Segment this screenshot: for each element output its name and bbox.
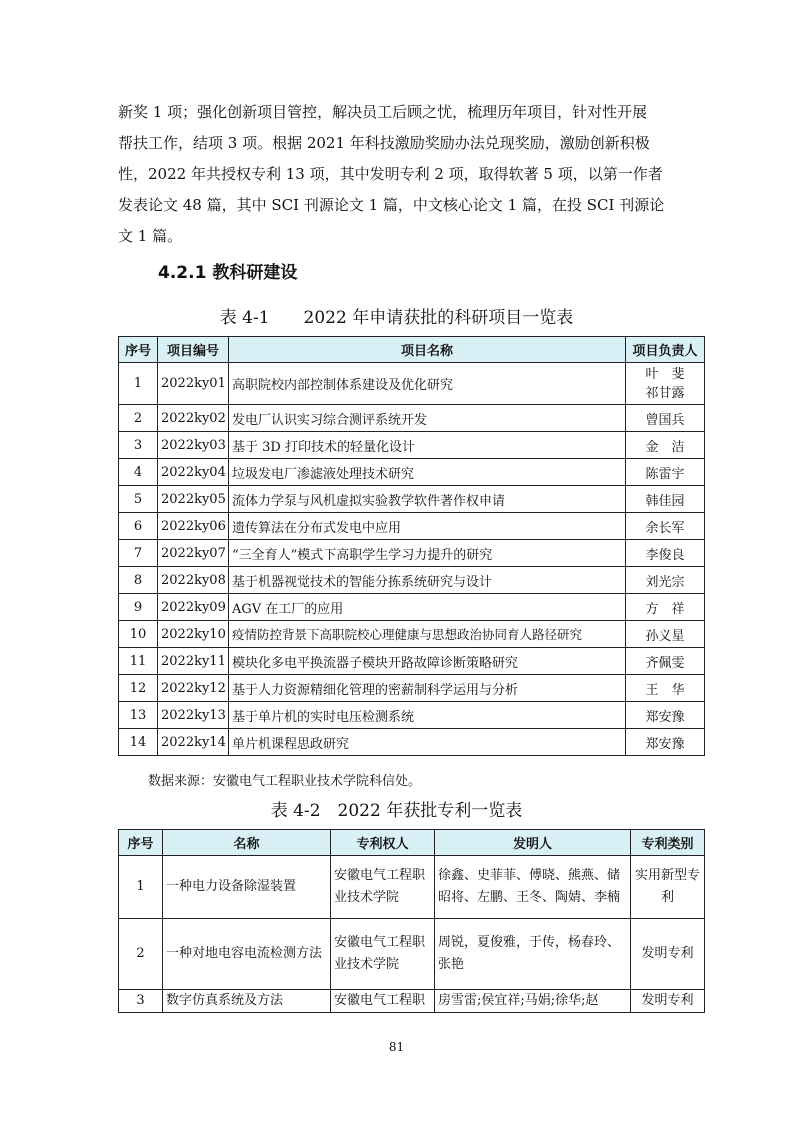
- cell-no: 6: [119, 513, 158, 540]
- table-row: [119, 459, 705, 486]
- cell-leader: 王 华: [626, 675, 705, 702]
- cell-code: 2022ky07: [158, 540, 229, 567]
- paragraph-line: 文 1 篇。: [118, 227, 183, 245]
- paragraph-line: 新奖 1 项；强化创新项目管控，解决员工后顾之忧，梳理历年项目，针对性开展: [118, 103, 648, 121]
- cell-leader: 齐佩雯: [626, 648, 705, 675]
- leader-line: 叶 斐: [645, 366, 685, 382]
- cell-no: 7: [119, 540, 158, 567]
- cell-name: 遗传算法在分布式发电中应用: [229, 513, 626, 540]
- cell-no: 2: [119, 405, 158, 432]
- table-row: [119, 540, 705, 567]
- cell-name: 模块化多电平换流器子模块开路故障诊断策略研究: [229, 648, 626, 675]
- paragraph-line: 发表论文 48 篇，其中 SCI 刊源论文 1 篇，中文核心论文 1 篇，在投 SCI 刊源论: [118, 196, 665, 214]
- col-header-type: 专利类别: [631, 830, 705, 856]
- cell-no: 3: [119, 990, 163, 1013]
- cell-name: 一种对地电容电流检测方法: [163, 919, 331, 990]
- cell-code: 2022ky06: [158, 513, 229, 540]
- cell-no: 3: [119, 432, 158, 459]
- cell-name: 基于人力资源精细化管理的密薪制科学运用与分析: [229, 675, 626, 702]
- cell-name: 基于单片机的实时电压检测系统: [229, 702, 626, 729]
- cell-type: 发明专利: [631, 990, 705, 1013]
- cell-code: 2022ky01: [158, 363, 229, 405]
- table-row: [119, 990, 705, 1013]
- cell-owner: 安徽电气工程职: [331, 990, 435, 1013]
- cell-inventors: 房雪雷;侯宜祥;马娟;徐华;赵: [435, 990, 631, 1013]
- table-row: [119, 363, 705, 405]
- cell-leader: 韩佳园: [626, 486, 705, 513]
- cell-no: 5: [119, 486, 158, 513]
- cell-no: 9: [119, 594, 158, 621]
- table-row: [119, 729, 705, 756]
- cell-type: 实用新型专利: [631, 856, 705, 919]
- table-row: [119, 675, 705, 702]
- paragraph-line: 帮扶工作，结项 3 项。根据 2021 年科技激励奖励办法兑现奖励，激励创新积极: [118, 134, 650, 152]
- page-number: 81: [388, 1040, 405, 1054]
- patents-table: [118, 829, 705, 1013]
- col-header-inventors: 发明人: [435, 830, 631, 856]
- table-row: [119, 486, 705, 513]
- cell-code: 2022ky12: [158, 675, 229, 702]
- cell-code: 2022ky11: [158, 648, 229, 675]
- col-header-leader: 项目负责人: [626, 337, 705, 363]
- table-header-row: [119, 337, 705, 363]
- cell-no: 1: [119, 363, 158, 405]
- col-header-name: 项目名称: [229, 337, 626, 363]
- cell-code: 2022ky02: [158, 405, 229, 432]
- cell-code: 2022ky09: [158, 594, 229, 621]
- cell-no: 11: [119, 648, 158, 675]
- leader-line: 祁甘露: [645, 385, 685, 401]
- cell-no: 12: [119, 675, 158, 702]
- cell-leader: 郑安豫: [626, 702, 705, 729]
- section-heading: 4.2.1 教科研建设: [158, 263, 298, 283]
- cell-name: 基于 3D 打印技术的轻量化设计: [229, 432, 626, 459]
- cell-leader: 方 祥: [626, 594, 705, 621]
- table-row: [119, 405, 705, 432]
- cell-no: 8: [119, 567, 158, 594]
- cell-code: 2022ky14: [158, 729, 229, 756]
- cell-name: 发电厂认识实习综合测评系统开发: [229, 405, 626, 432]
- cell-name: 单片机课程思政研究: [229, 729, 626, 756]
- table-row: [119, 432, 705, 459]
- cell-name: 一种电力设备除湿装置: [163, 856, 331, 919]
- cell-leader: [626, 363, 705, 405]
- research-projects-table: [118, 336, 705, 756]
- table-row: [119, 567, 705, 594]
- col-header-no: 序号: [119, 830, 163, 856]
- cell-leader: 陈雷宇: [626, 459, 705, 486]
- cell-leader: 郑安豫: [626, 729, 705, 756]
- cell-name: “三全育人”模式下高职学生学习力提升的研究: [229, 540, 626, 567]
- cell-name: 高职院校内部控制体系建设及优化研究: [229, 363, 626, 405]
- cell-leader: 余长军: [626, 513, 705, 540]
- cell-type: 发明专利: [631, 919, 705, 990]
- col-header-no: 序号: [119, 337, 158, 363]
- cell-code: 2022ky10: [158, 621, 229, 648]
- table-row: [119, 919, 705, 990]
- cell-code: 2022ky13: [158, 702, 229, 729]
- col-header-name: 名称: [163, 830, 331, 856]
- table-row: [119, 594, 705, 621]
- table-row: [119, 513, 705, 540]
- col-header-owner: 专利权人: [331, 830, 435, 856]
- table2-caption: 表 4-2 2022 年获批专利一览表: [270, 801, 523, 821]
- cell-name: 数字仿真系统及方法: [163, 990, 331, 1013]
- cell-code: 2022ky05: [158, 486, 229, 513]
- table-row: [119, 856, 705, 919]
- data-source-note: 数据来源：安徽电气工程职业技术学院科信处。: [148, 774, 422, 789]
- cell-no: 10: [119, 621, 158, 648]
- cell-name: 流体力学泵与风机虚拟实验教学软件著作权申请: [229, 486, 626, 513]
- cell-owner: 安徽电气工程职业技术学院: [331, 856, 435, 919]
- cell-inventors: 周锐，夏俊雅，于传，杨春玲、张艳: [435, 919, 631, 990]
- cell-code: 2022ky03: [158, 432, 229, 459]
- cell-name: 垃圾发电厂渗滤液处理技术研究: [229, 459, 626, 486]
- table-row: [119, 621, 705, 648]
- cell-no: 4: [119, 459, 158, 486]
- cell-leader: 曾国兵: [626, 405, 705, 432]
- cell-code: 2022ky04: [158, 459, 229, 486]
- cell-name: AGV 在工厂的应用: [229, 594, 626, 621]
- table-row: [119, 702, 705, 729]
- col-header-code: 项目编号: [158, 337, 229, 363]
- intro-paragraph: [118, 97, 684, 252]
- cell-leader: 李俊良: [626, 540, 705, 567]
- paragraph-line: 性，2022 年共授权专利 13 项，其中发明专利 2 项，取得软著 5 项，以第一作者: [118, 165, 663, 183]
- cell-leader: 刘光宗: [626, 567, 705, 594]
- table1-caption: 表 4-1 2022 年申请获批的科研项目一览表: [219, 308, 574, 328]
- cell-no: 13: [119, 702, 158, 729]
- cell-name: 疫情防控背景下高职院校心理健康与思想政治协同育人路径研究: [229, 621, 626, 648]
- cell-code: 2022ky08: [158, 567, 229, 594]
- cell-name: 基于机器视觉技术的智能分拣系统研究与设计: [229, 567, 626, 594]
- cell-inventors: 徐鑫、史菲菲、傅晓、熊燕、储昭将、左鹏、王冬、陶婧、李楠: [435, 856, 631, 919]
- cell-leader: 金 洁: [626, 432, 705, 459]
- cell-no: 14: [119, 729, 158, 756]
- table-header-row: [119, 830, 705, 856]
- cell-no: 1: [119, 856, 163, 919]
- cell-leader: 孙义星: [626, 621, 705, 648]
- table-row: [119, 648, 705, 675]
- cell-owner: 安徽电气工程职业技术学院: [331, 919, 435, 990]
- cell-no: 2: [119, 919, 163, 990]
